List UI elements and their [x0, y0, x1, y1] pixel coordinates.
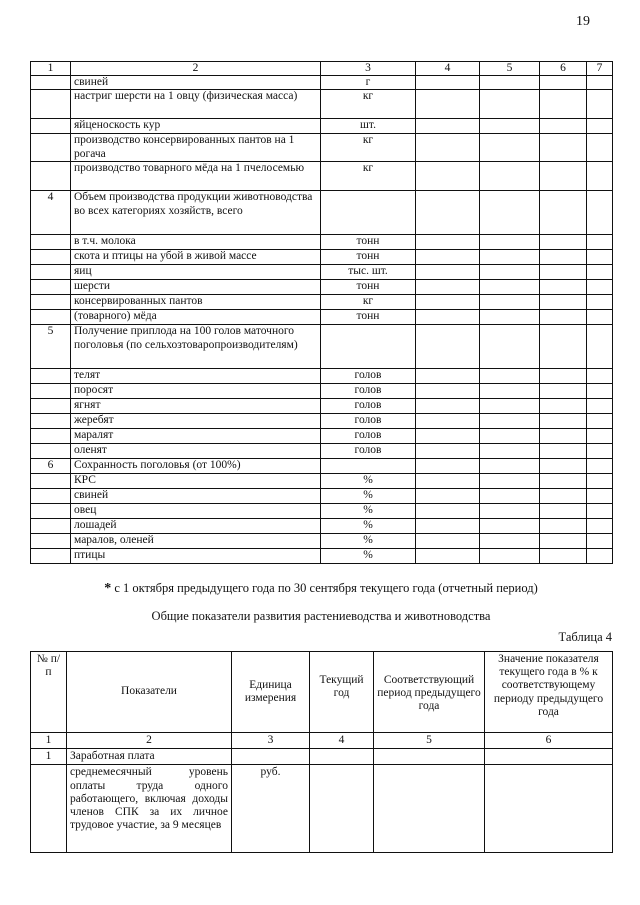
table-row: [31, 414, 613, 429]
indicator-cell: свиней: [71, 76, 321, 90]
row-number-cell: [31, 369, 71, 384]
value-cell: [540, 444, 587, 459]
indicator-cell: скота и птицы на убой в живой массе: [71, 250, 321, 265]
table2-header-cell: № п/п: [31, 652, 67, 733]
value-cell: [416, 162, 480, 191]
value-cell: [540, 134, 587, 162]
indicator-cell: маралов, оленей: [71, 534, 321, 549]
value-cell: [480, 444, 540, 459]
unit-cell: %: [321, 489, 416, 504]
value-cell: [540, 280, 587, 295]
unit-cell: кг: [321, 295, 416, 310]
value-cell: [587, 399, 613, 414]
row-number-cell: 5: [31, 325, 71, 369]
value-cell: [416, 235, 480, 250]
value-cell: [416, 134, 480, 162]
value-cell: [540, 162, 587, 191]
unit-cell: [321, 325, 416, 369]
value-cell: [416, 295, 480, 310]
value-cell: [416, 489, 480, 504]
unit-cell: тонн: [321, 250, 416, 265]
value-cell: [587, 76, 613, 90]
table2-header-row: [31, 652, 613, 733]
unit-cell: кг: [321, 90, 416, 119]
value-cell: [480, 489, 540, 504]
row-number-cell: 1: [31, 749, 67, 765]
value-cell: [540, 325, 587, 369]
value-cell: [587, 534, 613, 549]
table2-number-cell: 5: [374, 733, 485, 749]
row-number-cell: [31, 414, 71, 429]
table-row: [31, 429, 613, 444]
value-cell: [480, 384, 540, 399]
value-cell: [480, 119, 540, 134]
table2-number-cell: 1: [31, 733, 67, 749]
value-cell: [480, 310, 540, 325]
table1-header-cell: 2: [71, 62, 321, 76]
value-cell: [480, 134, 540, 162]
row-number-cell: [31, 765, 67, 853]
unit-cell: голов: [321, 444, 416, 459]
indicator-cell: поросят: [71, 384, 321, 399]
row-number-cell: [31, 280, 71, 295]
value-cell: [540, 250, 587, 265]
unit-cell: кг: [321, 162, 416, 191]
value-cell: [540, 549, 587, 564]
value-cell: [310, 749, 374, 765]
table2-header-cell: Соответствующий период предыдущего года: [374, 652, 485, 733]
row-number-cell: [31, 474, 71, 489]
value-cell: [416, 534, 480, 549]
unit-cell: %: [321, 519, 416, 534]
table-row: [31, 749, 613, 765]
row-number-cell: [31, 310, 71, 325]
value-cell: [540, 459, 587, 474]
value-cell: [540, 265, 587, 280]
value-cell: [480, 519, 540, 534]
value-cell: [485, 765, 613, 853]
table2-header-cell: Единица измерения: [232, 652, 310, 733]
value-cell: [540, 414, 587, 429]
indicator-cell: (товарного) мёда: [71, 310, 321, 325]
table-row: [31, 519, 613, 534]
table-row: [31, 325, 613, 369]
table2-header-cell: Текущий год: [310, 652, 374, 733]
indicator-cell: жеребят: [71, 414, 321, 429]
value-cell: [540, 90, 587, 119]
table-row: [31, 384, 613, 399]
indicator-cell: Получение приплода на 100 голов маточного поголовья (по сельхозтоваропроизводителям): [71, 325, 321, 369]
table-row: [31, 369, 613, 384]
value-cell: [587, 325, 613, 369]
row-number-cell: [31, 549, 71, 564]
table-label: Таблица 4: [558, 630, 612, 644]
table-row: [31, 549, 613, 564]
table2-header-cell: Показатели: [67, 652, 232, 733]
unit-cell: голов: [321, 429, 416, 444]
table2-number-cell: 4: [310, 733, 374, 749]
value-cell: [480, 369, 540, 384]
value-cell: [480, 76, 540, 90]
table-row: [31, 444, 613, 459]
table2-header-cell: Значение показателя текущего года в % к соответствующему периоду предыдущего года: [485, 652, 613, 733]
table1-header-row: [31, 62, 613, 76]
value-cell: [416, 384, 480, 399]
value-cell: [416, 459, 480, 474]
value-cell: [416, 191, 480, 235]
value-cell: [587, 459, 613, 474]
value-cell: [416, 369, 480, 384]
value-cell: [480, 191, 540, 235]
row-number-cell: [31, 295, 71, 310]
table1-header-cell: 4: [416, 62, 480, 76]
table-row: [31, 90, 613, 119]
table2-number-row: [31, 733, 613, 749]
value-cell: [587, 162, 613, 191]
value-cell: [540, 519, 587, 534]
unit-cell: %: [321, 534, 416, 549]
unit-cell: %: [321, 504, 416, 519]
table-row: [31, 134, 613, 162]
value-cell: [485, 749, 613, 765]
indicator-cell: лошадей: [71, 519, 321, 534]
row-number-cell: [31, 489, 71, 504]
value-cell: [587, 369, 613, 384]
unit-cell: г: [321, 76, 416, 90]
value-cell: [540, 534, 587, 549]
table-row: [31, 162, 613, 191]
value-cell: [416, 504, 480, 519]
row-number-cell: [31, 534, 71, 549]
unit-cell: [321, 191, 416, 235]
indicator-cell: оленят: [71, 444, 321, 459]
table-row: [31, 399, 613, 414]
value-cell: [540, 235, 587, 250]
value-cell: [416, 399, 480, 414]
unit-cell: [321, 459, 416, 474]
row-number-cell: [31, 162, 71, 191]
unit-cell: голов: [321, 399, 416, 414]
row-number-cell: [31, 444, 71, 459]
row-number-cell: [31, 134, 71, 162]
value-cell: [587, 489, 613, 504]
row-number-cell: [31, 504, 71, 519]
table-row: [31, 250, 613, 265]
value-cell: [587, 119, 613, 134]
value-cell: [416, 310, 480, 325]
table-row: [31, 280, 613, 295]
indicator-cell: яйценоскость кур: [71, 119, 321, 134]
unit-cell: голов: [321, 384, 416, 399]
indicator-cell: настриг шерсти на 1 овцу (физическая масса): [71, 90, 321, 119]
value-cell: [416, 280, 480, 295]
value-cell: [587, 310, 613, 325]
row-number-cell: [31, 76, 71, 90]
row-number-cell: [31, 235, 71, 250]
value-cell: [540, 384, 587, 399]
value-cell: [480, 235, 540, 250]
value-cell: [587, 474, 613, 489]
value-cell: [540, 310, 587, 325]
value-cell: [310, 765, 374, 853]
value-cell: [540, 295, 587, 310]
table-row: [31, 474, 613, 489]
row-number-cell: [31, 265, 71, 280]
value-cell: [540, 76, 587, 90]
value-cell: [587, 295, 613, 310]
value-cell: [587, 265, 613, 280]
value-cell: [416, 90, 480, 119]
value-cell: [416, 429, 480, 444]
value-cell: [374, 765, 485, 853]
unit-cell: %: [321, 474, 416, 489]
unit-cell: голов: [321, 369, 416, 384]
value-cell: [416, 119, 480, 134]
value-cell: [540, 489, 587, 504]
value-cell: [480, 549, 540, 564]
value-cell: [416, 325, 480, 369]
table-row: [31, 191, 613, 235]
value-cell: [480, 280, 540, 295]
value-cell: [480, 325, 540, 369]
value-cell: [587, 549, 613, 564]
row-number-cell: [31, 119, 71, 134]
unit-cell: голов: [321, 414, 416, 429]
indicator-cell: ягнят: [71, 399, 321, 414]
value-cell: [540, 191, 587, 235]
value-cell: [587, 429, 613, 444]
footnote: [30, 581, 612, 597]
value-cell: [587, 504, 613, 519]
row-number-cell: 6: [31, 459, 71, 474]
value-cell: [480, 459, 540, 474]
table-row: [31, 765, 613, 853]
value-cell: [480, 295, 540, 310]
footnote-text: с 1 октября предыдущего года по 30 сентября текущего года (отчетный период): [111, 581, 538, 595]
value-cell: [587, 250, 613, 265]
table-row: [31, 295, 613, 310]
indicator-cell: овец: [71, 504, 321, 519]
table-row: [31, 310, 613, 325]
indicator-cell: среднемесячный уровень оплаты труда одного работающего, включая доходы членов СПК за их личное трудовое участие, за 9 месяцев: [67, 765, 232, 853]
row-number-cell: 4: [31, 191, 71, 235]
indicator-cell: телят: [71, 369, 321, 384]
table-row: [31, 76, 613, 90]
value-cell: [480, 265, 540, 280]
table-row: [31, 235, 613, 250]
indicator-cell: маралят: [71, 429, 321, 444]
indicator-cell: КРС: [71, 474, 321, 489]
value-cell: [480, 414, 540, 429]
table1-header-cell: 3: [321, 62, 416, 76]
value-cell: [416, 250, 480, 265]
value-cell: [587, 384, 613, 399]
value-cell: [416, 549, 480, 564]
value-cell: [587, 235, 613, 250]
value-cell: [540, 369, 587, 384]
table2-number-cell: 3: [232, 733, 310, 749]
value-cell: [416, 414, 480, 429]
table1-header-cell: 1: [31, 62, 71, 76]
value-cell: [540, 474, 587, 489]
value-cell: [587, 191, 613, 235]
indicator-cell: свиней: [71, 489, 321, 504]
value-cell: [480, 429, 540, 444]
value-cell: [480, 399, 540, 414]
value-cell: [480, 162, 540, 191]
row-number-cell: [31, 519, 71, 534]
value-cell: [416, 444, 480, 459]
indicator-cell: производство товарного мёда на 1 пчелосемью: [71, 162, 321, 191]
value-cell: [540, 504, 587, 519]
unit-cell: тонн: [321, 310, 416, 325]
value-cell: [587, 134, 613, 162]
value-cell: [480, 90, 540, 119]
section-title: Общие показатели развития растениеводства и животноводства: [151, 609, 491, 623]
table-row: [31, 459, 613, 474]
row-number-cell: [31, 429, 71, 444]
value-cell: [416, 474, 480, 489]
unit-cell: тонн: [321, 280, 416, 295]
value-cell: [587, 90, 613, 119]
unit-cell: кг: [321, 134, 416, 162]
value-cell: [416, 519, 480, 534]
value-cell: [587, 414, 613, 429]
unit-cell: тонн: [321, 235, 416, 250]
livestock-indicators-table: [30, 61, 613, 564]
row-number-cell: [31, 250, 71, 265]
unit-cell: [232, 749, 310, 765]
indicator-cell: Сохранность поголовья (от 100%): [71, 459, 321, 474]
value-cell: [540, 119, 587, 134]
general-indicators-table: [30, 651, 613, 853]
table-row: [31, 489, 613, 504]
unit-cell: руб.: [232, 765, 310, 853]
row-number-cell: [31, 399, 71, 414]
value-cell: [540, 399, 587, 414]
value-cell: [374, 749, 485, 765]
table-row: [31, 534, 613, 549]
indicator-cell: птицы: [71, 549, 321, 564]
value-cell: [480, 534, 540, 549]
value-cell: [416, 265, 480, 280]
unit-cell: шт.: [321, 119, 416, 134]
table2-number-cell: 2: [67, 733, 232, 749]
indicator-cell: шерсти: [71, 280, 321, 295]
table-row: [31, 504, 613, 519]
value-cell: [587, 280, 613, 295]
value-cell: [480, 474, 540, 489]
table1-header-cell: 7: [587, 62, 613, 76]
indicator-cell: в т.ч. молока: [71, 235, 321, 250]
unit-cell: тыс. шт.: [321, 265, 416, 280]
row-number-cell: [31, 384, 71, 399]
footnote-star: *: [104, 581, 112, 596]
value-cell: [480, 504, 540, 519]
table-row: [31, 265, 613, 280]
value-cell: [587, 444, 613, 459]
table1-header-cell: 6: [540, 62, 587, 76]
row-number-cell: [31, 90, 71, 119]
value-cell: [540, 429, 587, 444]
value-cell: [587, 519, 613, 534]
unit-cell: %: [321, 549, 416, 564]
page-number: 19: [576, 14, 590, 29]
indicator-cell: Заработная плата: [67, 749, 232, 765]
indicator-cell: Объем производства продукции животноводства во всех категориях хозяйств, всего: [71, 191, 321, 235]
table2-number-cell: 6: [485, 733, 613, 749]
table1-header-cell: 5: [480, 62, 540, 76]
indicator-cell: консервированных пантов: [71, 295, 321, 310]
value-cell: [480, 250, 540, 265]
table-row: [31, 119, 613, 134]
indicator-cell: производство консервированных пантов на 1 рогача: [71, 134, 321, 162]
indicator-cell: яиц: [71, 265, 321, 280]
value-cell: [416, 76, 480, 90]
